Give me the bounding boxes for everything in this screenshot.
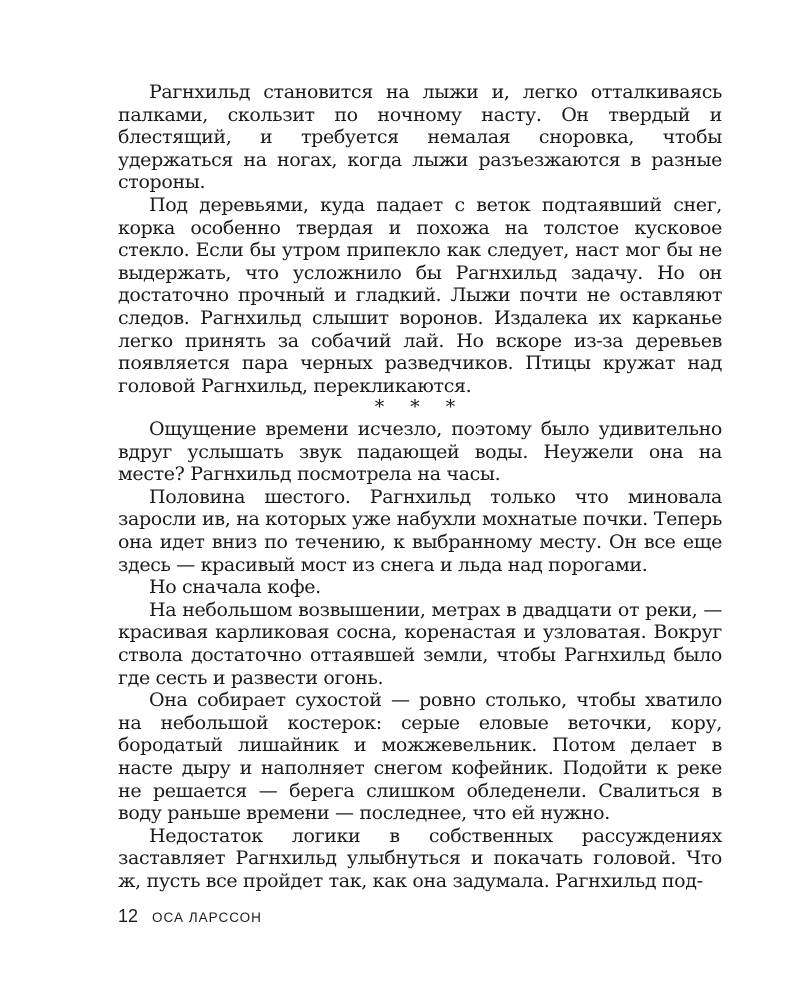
paragraph: На небольшом возвышении, метрах в двадцати от реки, — красивая карликовая сосна, коренастая и узловатая. Вокруг ствола достаточно оттаявшей земли, чтобы Рагнхильд было где сесть и развести огонь. xyxy=(118,598,722,689)
text-block-2 xyxy=(118,418,722,892)
section-separator: * * * xyxy=(374,396,466,418)
page-number: 12 xyxy=(118,906,139,926)
paragraph: Она собирает сухостой — ровно столько, чтобы хватило на небольшой костерок: серые еловые веточки, кору, бородатый лишайник и можжевельник. Потом делает в насте дыру и наполняет снегом кофейник. Подойти к реке не решается — берега слишком обледенели. Свалиться в воду раньше времени — последнее, что ей нужно. xyxy=(118,689,722,825)
page-footer xyxy=(118,906,262,930)
paragraph: Ощущение времени исчезло, поэтому было удивительно вдруг услышать звук падающей воды. Неужели она на месте? Рагнхильд посмотрела на часы. xyxy=(118,418,722,486)
paragraph: Под деревьями, куда падает с веток подтаявший снег, корка особенно твердая и похожа на толстое кусковое стекло. Если бы утром припекло как следует, наст мог бы не выдержать, что усложнило бы Рагнхильд задачу. Но он достаточно прочный и гладкий. Лыжи почти не оставляют следов. Рагнхильд слышит воронов. Издалека их карканье легко принять за собачий лай. Но вскоре из-за деревьев появляется пара черных разведчиков. Птицы кружат над головой Рагнхильд, перекликаются. xyxy=(118,193,722,397)
paragraph: Половина шестого. Рагнхильд только что миновала заросли ив, на которых уже набухли мохнатые почки. Теперь она идет вниз по течению, к выбранному месту. Он все еще здесь — красивый мост из снега и льда над порогами. xyxy=(118,485,722,576)
paragraph: Но сначала кофе. xyxy=(149,576,321,599)
text-block-1 xyxy=(118,81,722,397)
paragraph: Рагнхильд становится на лыжи и, легко отталкиваясь палками, скользит по ночному насту. Он твердый и блестящий, и требуется немалая сноровка, чтобы удержаться на ногах, когда лыжи разъезжаются в разные стороны. xyxy=(118,81,722,194)
paragraph: Недостаток логики в собственных рассуждениях заставляет Рагнхильд улыбнуться и покачать головой. Что ж, пусть все пройдет так, как она задумала. Рагнхильд под- xyxy=(118,824,722,892)
running-head: ОСА ЛАРССОН xyxy=(152,910,262,925)
